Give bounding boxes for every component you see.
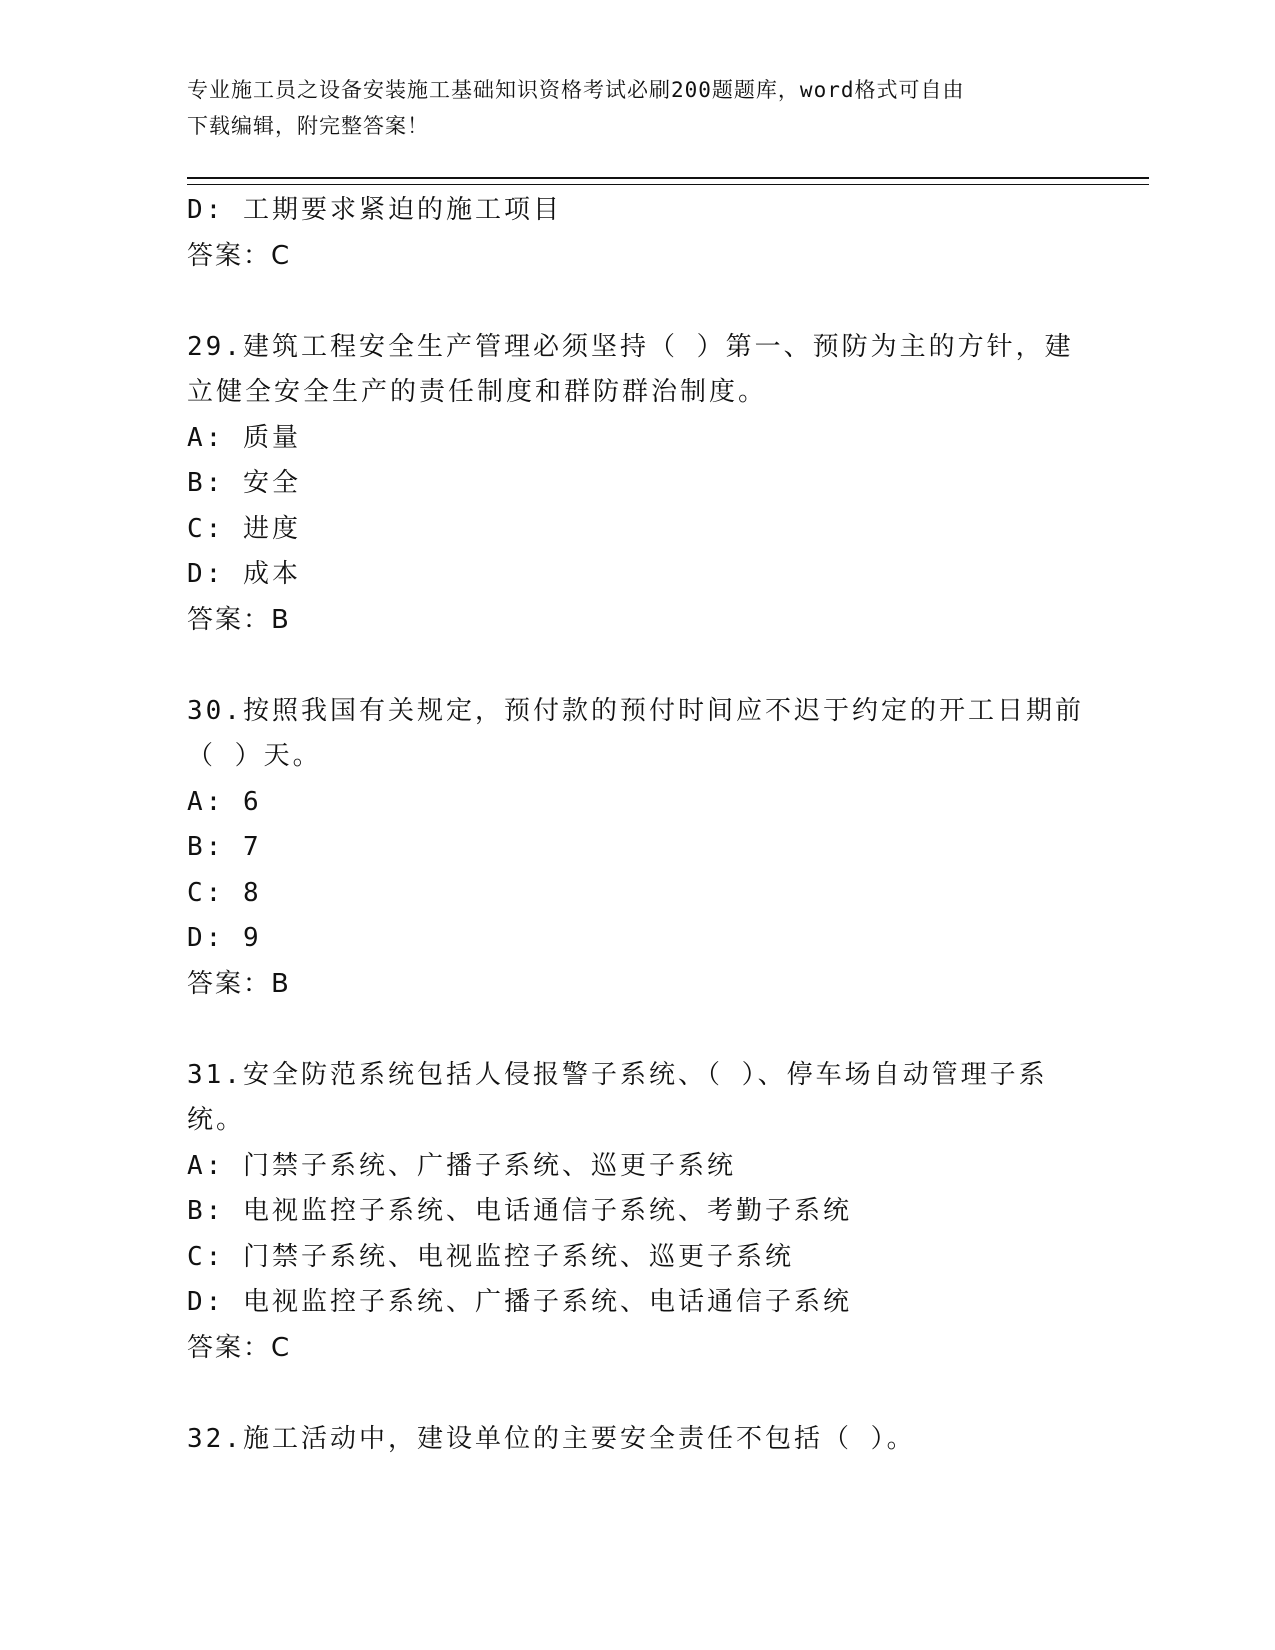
header-divider [187, 177, 1149, 185]
option-b: B: 7 [187, 832, 262, 862]
question-30 [187, 689, 1087, 1008]
option-c: C: 8 [187, 877, 262, 908]
option-b: B: 电视监控子系统、电话通信子系统、考勤子系统 [187, 1196, 852, 1226]
question-29 [187, 325, 1087, 644]
question-28-tail [187, 188, 1087, 279]
option-d: D: 9 [187, 923, 262, 953]
answer: 答案：C [187, 1332, 292, 1363]
option-a: A: 门禁子系统、广播子系统、巡更子系统 [187, 1150, 736, 1181]
option-a: A: 6 [187, 786, 262, 817]
question-32 [187, 1417, 1087, 1463]
header-line-1: 专业施工员之设备安装施工基础知识资格考试必刷200题题库，word格式可自由 [187, 78, 965, 102]
question-stem: 30.按照我国有关规定，预付款的预付时间应不迟于约定的开工日期前 [187, 695, 1084, 726]
question-stem: （ ）天。 [187, 741, 322, 771]
option-d: D: 工期要求紧迫的施工项目 [187, 195, 562, 225]
spacer [187, 1371, 1087, 1417]
option-c: C: 门禁子系统、电视监控子系统、巡更子系统 [187, 1241, 794, 1272]
question-stem: 29.建筑工程安全生产管理必须坚持（ ）第一、预防为主的方针，建 [187, 331, 1074, 362]
spacer [187, 643, 1087, 689]
option-a: A: 质量 [187, 422, 301, 453]
header-line-2: 下载编辑，附完整答案！ [187, 114, 429, 138]
spacer [187, 279, 1087, 325]
option-b: B: 安全 [187, 468, 301, 498]
question-list [187, 188, 1087, 1462]
document-header [187, 72, 1087, 144]
question-stem: 31.安全防范系统包括人侵报警子系统、（ ）、停车场自动管理子系 [187, 1059, 1048, 1090]
answer: 答案：B [187, 968, 291, 999]
answer: 答案：B [187, 604, 291, 635]
question-31 [187, 1053, 1087, 1372]
answer: 答案：C [187, 240, 292, 271]
spacer [187, 1007, 1087, 1053]
question-stem: 统。 [187, 1105, 246, 1135]
option-d: D: 成本 [187, 559, 301, 589]
question-stem: 立健全安全生产的责任制度和群防群治制度。 [187, 377, 768, 407]
option-d: D: 电视监控子系统、广播子系统、电话通信子系统 [187, 1287, 852, 1317]
option-c: C: 进度 [187, 513, 301, 544]
question-stem: 32.施工活动中，建设单位的主要安全责任不包括（ ）。 [187, 1423, 916, 1454]
